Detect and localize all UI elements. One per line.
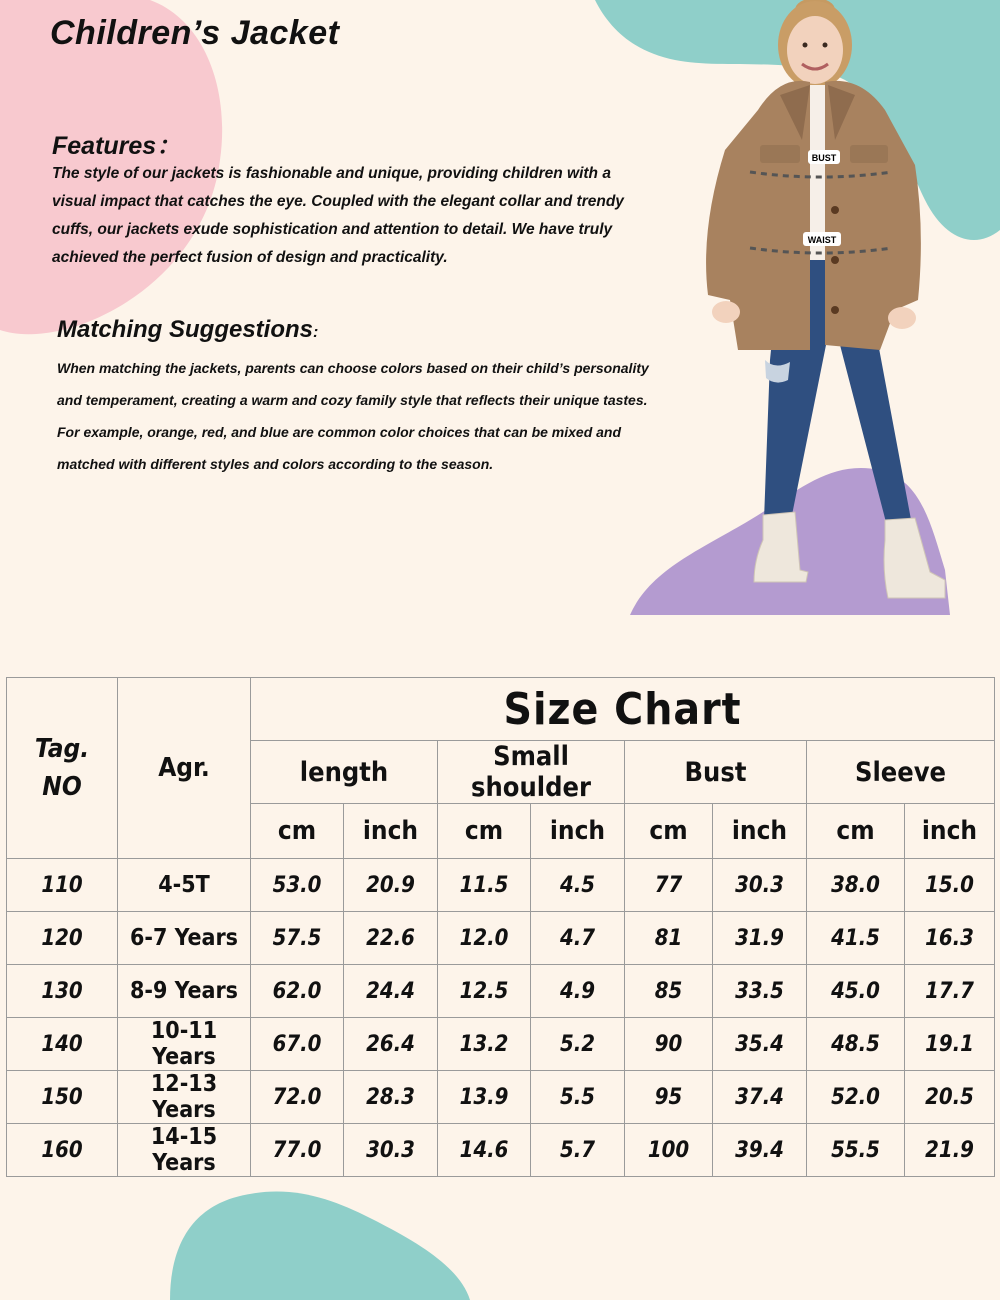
value-cell: 4.9 [531, 965, 625, 1018]
value-cell: 55.5 [807, 1124, 905, 1177]
features-paragraph: The style of our jackets is fashionable and unique, providing children with a visual impact that catches the eye. Coupled with the elegant collar and trendy cuffs, our jackets exude sophistication and attention to detail. We have truly achieved the perfect fusion of design and practicality. [52, 165, 624, 266]
group-header-3: Sleeve [807, 741, 995, 804]
unit-header-6: cm [807, 804, 905, 859]
age-cell: 4-5T [118, 859, 251, 912]
value-cell: 28.3 [344, 1071, 438, 1124]
value-cell: 37.4 [713, 1071, 807, 1124]
tag-cell: 130 [7, 965, 118, 1018]
tag-cell: 150 [7, 1071, 118, 1124]
bust-label: BUST [811, 153, 837, 163]
value-cell: 4.5 [531, 859, 625, 912]
waist-label: WAIST [807, 235, 837, 245]
value-cell: 95 [625, 1071, 713, 1124]
value-cell: 12.0 [438, 912, 531, 965]
age-header: Agr. [118, 678, 251, 859]
age-cell: 6-7 Years [118, 912, 251, 965]
unit-header-5: inch [713, 804, 807, 859]
left-boot [754, 512, 808, 582]
value-cell: 45.0 [807, 965, 905, 1018]
value-cell: 35.4 [713, 1018, 807, 1071]
table-row [7, 859, 995, 912]
value-cell: 14.6 [438, 1124, 531, 1177]
value-cell: 13.2 [438, 1018, 531, 1071]
value-cell: 13.9 [438, 1071, 531, 1124]
matching-suggestions-paragraph: When matching the jackets, parents can choose colors based on their child’s personality and temperament, creating a warm and cozy family style that reflects their unique tastes. For example, orange, red, and blue are common color choices that can be mixed and matched with different styles and colors according to the season. [57, 360, 649, 472]
value-cell: 77.0 [251, 1124, 344, 1177]
value-cell: 5.5 [531, 1071, 625, 1124]
value-cell: 39.4 [713, 1124, 807, 1177]
tag-header-line1: Tag. [34, 734, 90, 764]
value-cell: 5.7 [531, 1124, 625, 1177]
value-cell: 21.9 [905, 1124, 995, 1177]
value-cell: 22.6 [344, 912, 438, 965]
tag-cell: 110 [7, 859, 118, 912]
value-cell: 48.5 [807, 1018, 905, 1071]
group-header-1: Small shoulder [438, 741, 625, 804]
table-row [7, 912, 995, 965]
tag-cell: 140 [7, 1018, 118, 1071]
table-row [7, 1071, 995, 1124]
value-cell: 19.1 [905, 1018, 995, 1071]
value-cell: 26.4 [344, 1018, 438, 1071]
tag-cell: 120 [7, 912, 118, 965]
value-cell: 30.3 [344, 1124, 438, 1177]
age-cell: 8-9 Years [118, 965, 251, 1018]
value-cell: 20.9 [344, 859, 438, 912]
face [787, 16, 843, 84]
value-cell: 11.5 [438, 859, 531, 912]
value-cell: 77 [625, 859, 713, 912]
right-boot [884, 518, 945, 598]
value-cell: 12.5 [438, 965, 531, 1018]
value-cell: 17.7 [905, 965, 995, 1018]
matching-suggestions-heading [57, 316, 318, 344]
page-title: Children’s Jacket [50, 14, 340, 52]
value-cell: 20.5 [905, 1071, 995, 1124]
value-cell: 24.4 [344, 965, 438, 1018]
value-cell: 53.0 [251, 859, 344, 912]
value-cell: 33.5 [713, 965, 807, 1018]
value-cell: 81 [625, 912, 713, 965]
value-cell: 52.0 [807, 1071, 905, 1124]
group-header-0: length [251, 741, 438, 804]
value-cell: 30.3 [713, 859, 807, 912]
unit-header-7: inch [905, 804, 995, 859]
size-chart-body [7, 859, 995, 1177]
value-cell: 57.5 [251, 912, 344, 965]
matching-heading-text: Matching Suggestions [57, 316, 314, 343]
table-row [7, 1018, 995, 1071]
tag-cell: 160 [7, 1124, 118, 1177]
value-cell: 38.0 [807, 859, 905, 912]
tag-header-line2: NO [42, 772, 82, 802]
tag-number-header [7, 678, 118, 859]
value-cell: 16.3 [905, 912, 995, 965]
table-row [7, 1124, 995, 1177]
group-header-2: Bust [625, 741, 807, 804]
value-cell: 90 [625, 1018, 713, 1071]
value-cell: 41.5 [807, 912, 905, 965]
age-cell: 14-15 Years [118, 1124, 251, 1177]
features-heading: Features： [52, 132, 182, 160]
value-cell: 4.7 [531, 912, 625, 965]
teal-blob-bottom-decoration [170, 1188, 470, 1300]
value-cell: 62.0 [251, 965, 344, 1018]
value-cell: 100 [625, 1124, 713, 1177]
unit-header-0: cm [251, 804, 344, 859]
value-cell: 31.9 [713, 912, 807, 965]
value-cell: 15.0 [905, 859, 995, 912]
age-cell: 12-13 Years [118, 1071, 251, 1124]
unit-header-3: inch [531, 804, 625, 859]
value-cell: 72.0 [251, 1071, 344, 1124]
value-cell: 5.2 [531, 1018, 625, 1071]
model-photo-illustration [630, 0, 1000, 615]
size-chart-table [6, 677, 995, 1177]
value-cell: 85 [625, 965, 713, 1018]
age-cell: 10-11 Years [118, 1018, 251, 1071]
unit-header-4: cm [625, 804, 713, 859]
value-cell: 67.0 [251, 1018, 344, 1071]
unit-header-2: cm [438, 804, 531, 859]
matching-heading-colon: : [313, 324, 319, 341]
table-row [7, 965, 995, 1018]
unit-header-1: inch [344, 804, 438, 859]
size-chart-title: Size Chart [251, 678, 995, 741]
